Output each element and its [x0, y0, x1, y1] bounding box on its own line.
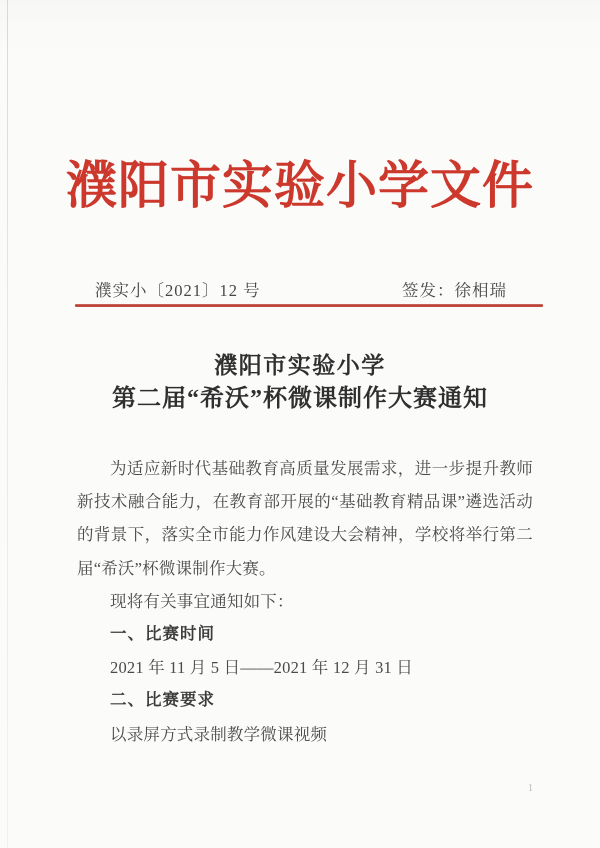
issuer-signature: 签发：徐相瑞 — [402, 281, 507, 300]
document-masthead-title: 濮阳市实验小学文件 — [65, 159, 534, 215]
notice-title-line1: 濮阳市实验小学 — [214, 353, 386, 378]
scan-edge-line — [7, 0, 8, 848]
document-meta-row — [95, 277, 507, 301]
section-1-content: 2021 年 11 月 5 日——2021 年 12 月 31 日 — [110, 658, 413, 678]
doc-number: 濮实小〔2021〕12 号 — [95, 281, 261, 300]
document-body — [77, 452, 533, 751]
notice-title-line2: 第二届“希沃”杯微课制作大赛通知 — [112, 386, 488, 412]
notice-title — [0, 350, 600, 416]
paragraph-intro: 为适应新时代基础教育高质量发展需求，进一步提升教师新技术融合能力，在教育部开展的“基础教育精品课”遴选活动的背景下，落实全市能力作风建设大会精神，学校将举行第二届“希沃”杯微课制作大赛。 — [77, 459, 533, 578]
faint-page-number-mark: 1 — [528, 783, 533, 794]
red-divider-line — [75, 304, 543, 307]
section-2-content: 以录屏方式录制教学微课视频 — [110, 724, 328, 744]
section-1-heading: 一、比赛时间 — [110, 625, 215, 644]
section-2-heading: 二、比赛要求 — [110, 691, 215, 710]
paragraph-lead: 现将有关事宜通知如下： — [110, 591, 294, 611]
